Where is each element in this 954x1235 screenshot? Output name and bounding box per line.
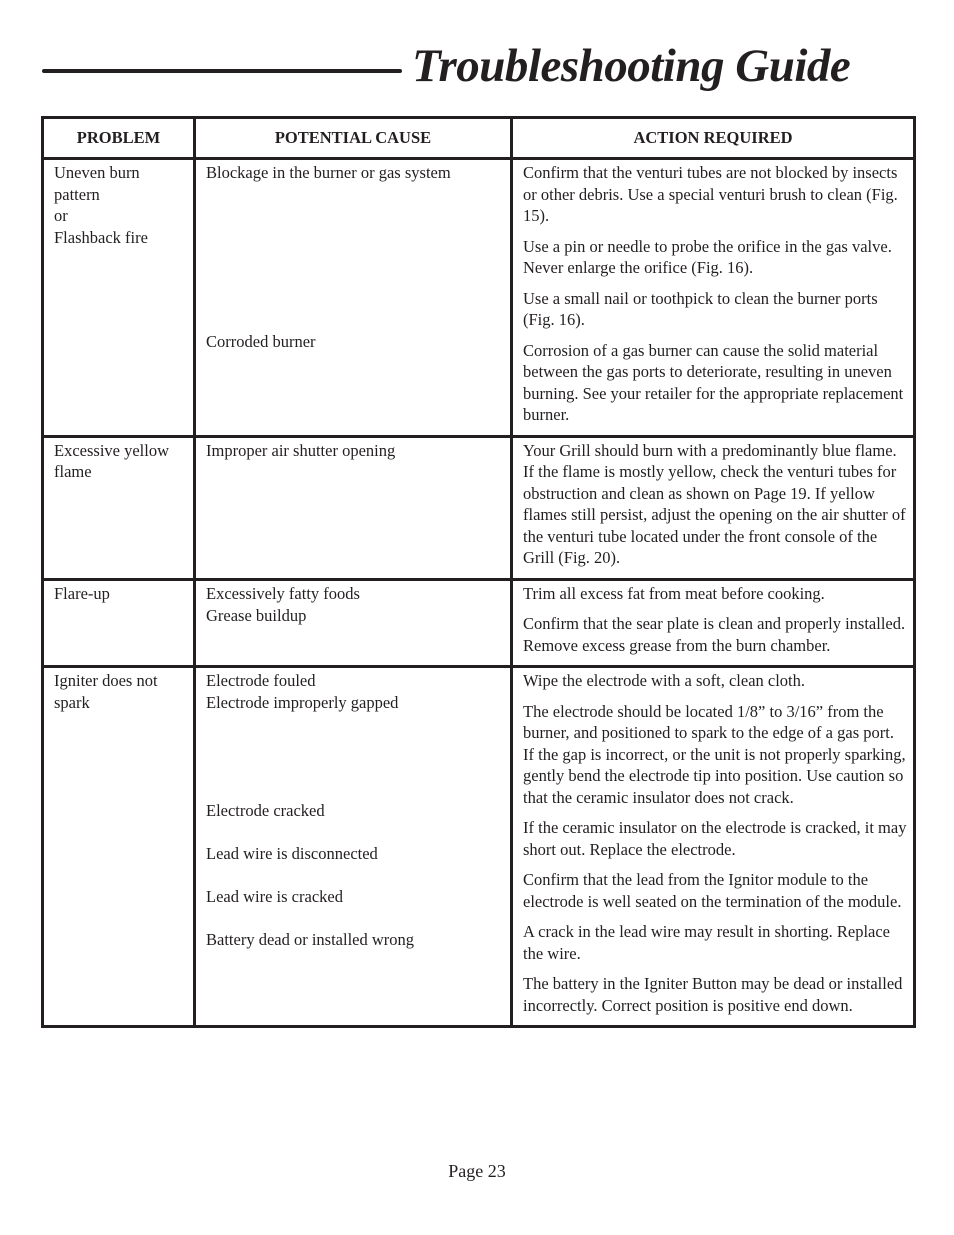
title-rule <box>42 69 402 73</box>
action-block <box>523 613 907 656</box>
cause-cell <box>195 159 512 437</box>
action-block <box>523 340 907 426</box>
action-cell <box>512 667 915 1027</box>
action-block <box>523 583 907 605</box>
cause-block <box>206 843 500 886</box>
table-row <box>43 159 915 437</box>
action-block <box>523 869 907 912</box>
troubleshooting-table <box>41 116 916 1028</box>
action-block <box>523 440 907 569</box>
action-text: The battery in the Igniter Button may be dead or installed incorrectly. Correct position is positive end down. <box>523 974 903 1015</box>
cause-block <box>206 886 500 929</box>
table-row <box>43 436 915 579</box>
problem-text: Uneven burn pattern or Flashback fire <box>54 163 148 247</box>
action-block <box>523 670 907 692</box>
action-block <box>523 921 907 964</box>
cause-block <box>206 162 500 331</box>
action-text: Confirm that the sear plate is clean and properly installed. Remove excess grease from the burn chamber. <box>523 614 906 655</box>
action-text: Confirm that the lead from the Ignitor module to the electrode is well seated on the termination of the module. <box>523 870 902 911</box>
header-problem: PROBLEM <box>43 118 195 159</box>
cause-cell <box>195 579 512 667</box>
action-text: Use a small nail or toothpick to clean the burner ports (Fig. 16). <box>523 288 878 329</box>
action-cell <box>512 436 915 579</box>
action-block <box>523 162 907 331</box>
cause-block <box>206 331 500 417</box>
problem-cell <box>43 667 195 1027</box>
cause-block <box>206 929 500 972</box>
cause-text: Electrode cracked <box>206 801 325 820</box>
cause-text: Battery dead or installed wrong <box>206 930 415 949</box>
cause-text: Excessively fatty foods <box>206 583 360 603</box>
problem-cell <box>43 159 195 437</box>
action-block <box>523 973 907 1016</box>
cause-text: Lead wire is cracked <box>206 887 343 906</box>
table-row <box>43 579 915 667</box>
problem-text: Flare-up <box>54 583 110 603</box>
cause-text: Improper air shutter opening <box>206 440 396 460</box>
cause-text: Blockage in the burner or gas system <box>206 163 451 182</box>
page-number: Page 23 <box>448 1161 506 1181</box>
action-text: Your Grill should burn with a predominantly blue flame. If the flame is mostly yellow, check the venturi tubes for obstruction and clean as shown on Page 19. If yellow flames still persist, adjust the opening on the air shutter of the venturi tube located under the front console of the Grill (Fig. 20). <box>523 440 906 567</box>
cause-cell <box>195 667 512 1027</box>
action-cell <box>512 579 915 667</box>
table-header-row <box>43 118 915 159</box>
action-text: A crack in the lead wire may result in shorting. Replace the wire. <box>523 922 891 963</box>
cause-block <box>206 670 500 692</box>
cause-cell <box>195 436 512 579</box>
cause-text: Electrode improperly gapped <box>206 693 399 712</box>
action-text: Trim all excess fat from meat before cooking. <box>523 583 825 603</box>
header-action-required: ACTION REQUIRED <box>512 118 915 159</box>
action-block <box>523 817 907 860</box>
table-row <box>43 667 915 1027</box>
action-text: Use a pin or needle to probe the orifice in the gas valve. Never enlarge the orifice (Fig. 16). <box>523 236 892 277</box>
cause-block <box>206 440 500 569</box>
action-text: Confirm that the venturi tubes are not blocked by insects or other debris. Use a special venturi brush to clean (Fig. 15). <box>523 163 898 225</box>
action-text: Wipe the electrode with a soft, clean cloth. <box>523 671 806 690</box>
action-cell <box>512 159 915 437</box>
problem-text: Excessive yellow flame <box>54 440 170 481</box>
cause-text: Grease buildup <box>206 605 307 625</box>
action-block <box>523 701 907 809</box>
cause-text: Lead wire is disconnected <box>206 844 378 863</box>
cause-block <box>206 583 500 605</box>
action-text: The electrode should be located 1/8” to 3/16” from the burner, and positioned to spark to the edge of a gas port. If the gap is incorrect, or the unit is not properly sparking, gently bend the electrode tip into position. Use caution so that the ceramic insulator does not crack. <box>523 701 906 807</box>
problem-cell <box>43 436 195 579</box>
header-potential-cause: POTENTIAL CAUSE <box>195 118 512 159</box>
cause-text: Electrode fouled <box>206 671 316 690</box>
cause-text: Corroded burner <box>206 332 316 351</box>
page-title: Troubleshooting Guide <box>412 40 851 92</box>
action-text: Corrosion of a gas burner can cause the solid material between the gas ports to deteriorate, resulting in uneven burning. See your retailer for the appropriate replacement burner. <box>523 340 904 424</box>
cause-block <box>206 605 500 648</box>
problem-text: Igniter does not spark <box>54 671 158 712</box>
problem-cell <box>43 579 195 667</box>
cause-block <box>206 800 500 843</box>
action-text: If the ceramic insulator on the electrode is cracked, it may short out. Replace the electrode. <box>523 818 907 859</box>
cause-block <box>206 692 500 800</box>
